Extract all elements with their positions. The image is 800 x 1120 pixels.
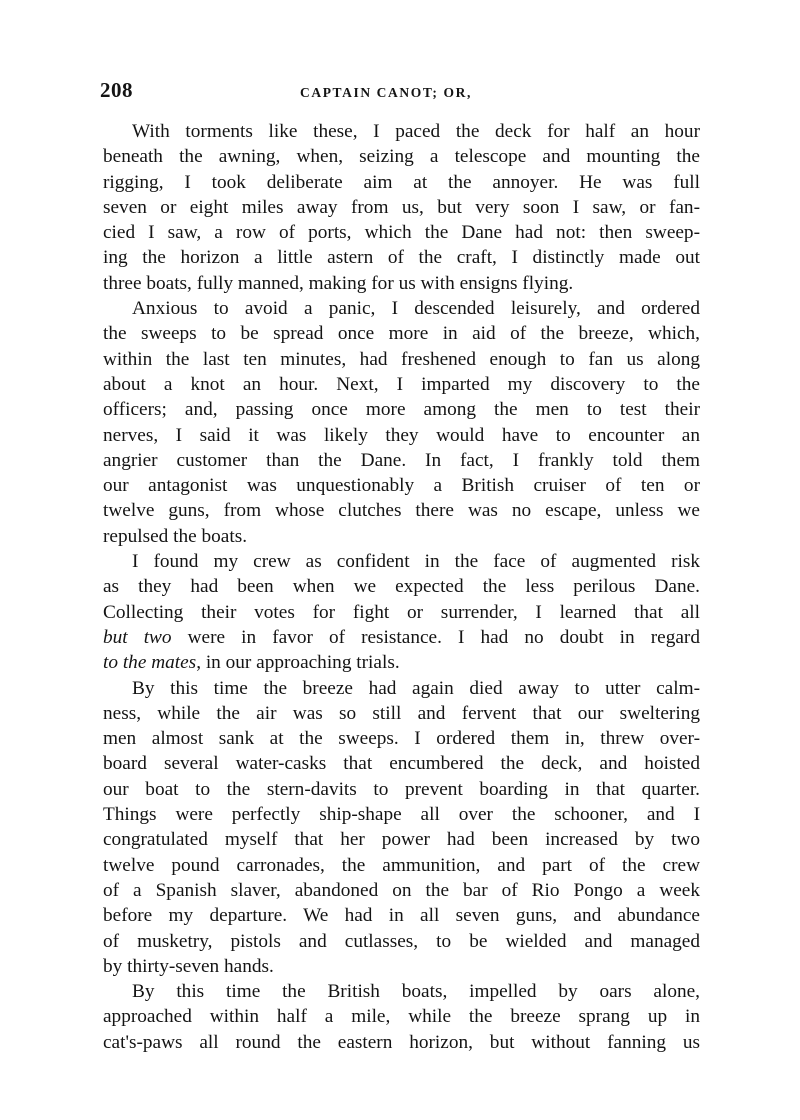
text-line: By this time the British boats, impelled by oars alone,	[132, 981, 700, 1003]
text-line: approached within half a mile, while the breeze sprang up in	[103, 1006, 700, 1028]
body-text	[103, 119, 700, 1055]
text-line: cat's-paws all round the eastern horizon, but without fanning us	[103, 1031, 700, 1053]
text-line: officers; and, passing once more among the men to test their	[103, 399, 700, 421]
text-line: but two were in favor of resistance. I had no doubt in regard	[103, 626, 700, 648]
text-line: With torments like these, I paced the deck for half an hour	[132, 121, 700, 142]
text-line: men almost sank at the sweeps. I ordered them in, threw over-	[103, 728, 700, 750]
text-line: three boats, fully manned, making for us with ensigns flying.	[103, 272, 574, 294]
text-line: ing the horizon a little astern of the craft, I distinctly made out	[103, 247, 700, 269]
text-line: nerves, I said it was likely they would have to encounter an	[103, 424, 700, 446]
text-line: rigging, I took deliberate aim at the annoyer. He was full	[103, 171, 700, 193]
text-line: ness, while the air was so still and fervent that our sweltering	[103, 702, 700, 724]
text-line: seven or eight miles away from us, but very soon I saw, or fan-	[103, 196, 700, 218]
text-line: Anxious to avoid a panic, I descended leisurely, and ordered	[132, 298, 700, 320]
text-line: before my departure. We had in all seven guns, and abundance	[103, 905, 700, 927]
text-line: Things were perfectly ship-shape all over the schooner, and I	[103, 804, 700, 826]
text-line: beneath the awning, when, seizing a telescope and mounting the	[103, 146, 700, 168]
text-line: our antagonist was unquestionably a British cruiser of ten or	[103, 475, 700, 497]
paragraph	[103, 119, 700, 296]
page-header	[100, 78, 700, 108]
text-line: to the mates, in our approaching trials.	[103, 652, 400, 674]
page-number: 208	[100, 78, 133, 102]
text-line: within the last ten minutes, had freshened enough to fan us along	[103, 348, 700, 370]
text-line: our boat to the stern-davits to prevent boarding in that quarter.	[103, 778, 700, 800]
paragraph	[103, 979, 700, 1055]
text-line: twelve pound carronades, the ammunition, and part of the crew	[103, 854, 700, 876]
text-line: by thirty-seven hands.	[103, 955, 274, 977]
text-line: cied I saw, a row of ports, which the Dane had not: then sweep-	[103, 222, 700, 244]
text-line: as they had been when we expected the less perilous Dane.	[103, 576, 700, 598]
text-line: repulsed the boats.	[103, 525, 248, 547]
text-line: By this time the breeze had again died away to utter calm-	[132, 677, 700, 699]
text-line: of a Spanish slaver, abandoned on the bar of Rio Pongo a week	[103, 879, 700, 901]
text-line: angrier customer than the Dane. In fact, I frankly told them	[103, 449, 700, 471]
text-line: the sweeps to be spread once more in aid of the breeze, which,	[103, 323, 700, 345]
text-line: of musketry, pistols and cutlasses, to be wielded and managed	[103, 930, 700, 952]
running-head: CAPTAIN CANOT; OR,	[300, 85, 472, 100]
paragraph	[103, 296, 700, 549]
paragraph	[103, 549, 700, 675]
text-line: board several water-casks that encumbered the deck, and hoisted	[103, 753, 700, 775]
text-line: congratulated myself that her power had been increased by two	[103, 829, 700, 851]
text-line: twelve guns, from whose clutches there was no escape, unless we	[103, 500, 700, 522]
paragraph	[103, 676, 700, 980]
text-line: I found my crew as confident in the face of augmented risk	[132, 551, 700, 573]
text-line: Collecting their votes for fight or surrender, I learned that all	[103, 601, 700, 623]
text-line: about a knot an hour. Next, I imparted my discovery to the	[103, 373, 700, 395]
